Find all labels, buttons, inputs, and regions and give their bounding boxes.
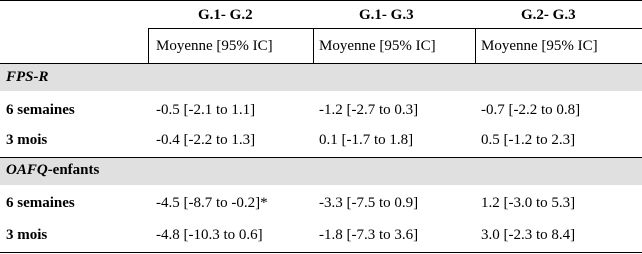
col-sublabel-g1-g3: Moyenne [95% IC] — [319, 38, 436, 54]
table-cell: -1.8 [-7.3 to 3.6] — [319, 227, 419, 243]
col-header-g2-g3: G.2- G.3 — [521, 7, 576, 23]
col-divider-1 — [148, 28, 149, 63]
col-header-g1-g3: G.1- G.3 — [359, 7, 414, 23]
section-title-fps-r: FPS-R — [6, 69, 49, 85]
table-cell: 0.5 [-1.2 to 2.3] — [481, 132, 576, 148]
header-mid-rule — [148, 28, 642, 29]
table-cell: -0.5 [-2.1 to 1.1] — [156, 102, 256, 118]
section-band-fps-r — [0, 64, 642, 91]
row-label: 3 mois — [6, 227, 48, 243]
table-cell: 1.2 [-3.0 to 5.3] — [481, 195, 576, 211]
col-divider-3 — [475, 28, 476, 63]
table-cell: -4.5 [-8.7 to -0.2]* — [156, 195, 268, 211]
table-cell: -0.4 [-2.2 to 1.3] — [156, 132, 256, 148]
row-label: 3 mois — [6, 132, 48, 148]
table-cell: 0.1 [-1.7 to 1.8] — [319, 132, 414, 148]
table-bottom-rule — [0, 252, 642, 253]
col-sublabel-g1-g2: Moyenne [95% IC] — [156, 38, 273, 54]
table-cell: 3.0 [-2.3 to 8.4] — [481, 227, 576, 243]
section-title-oafq: OAFQ-enfants — [6, 162, 100, 178]
row-label: 6 semaines — [6, 195, 75, 211]
col-sublabel-g2-g3: Moyenne [95% IC] — [481, 38, 598, 54]
col-divider-2 — [313, 28, 314, 63]
table-top-rule — [0, 0, 642, 1]
col-header-g1-g2: G.1- G.2 — [198, 7, 253, 23]
table-cell: -4.8 [-10.3 to 0.6] — [156, 227, 263, 243]
table-cell: -1.2 [-2.7 to 0.3] — [319, 102, 419, 118]
table-cell: -0.7 [-2.2 to 0.8] — [481, 102, 581, 118]
table-cell: -3.3 [-7.5 to 0.9] — [319, 195, 419, 211]
row-label: 6 semaines — [6, 102, 75, 118]
